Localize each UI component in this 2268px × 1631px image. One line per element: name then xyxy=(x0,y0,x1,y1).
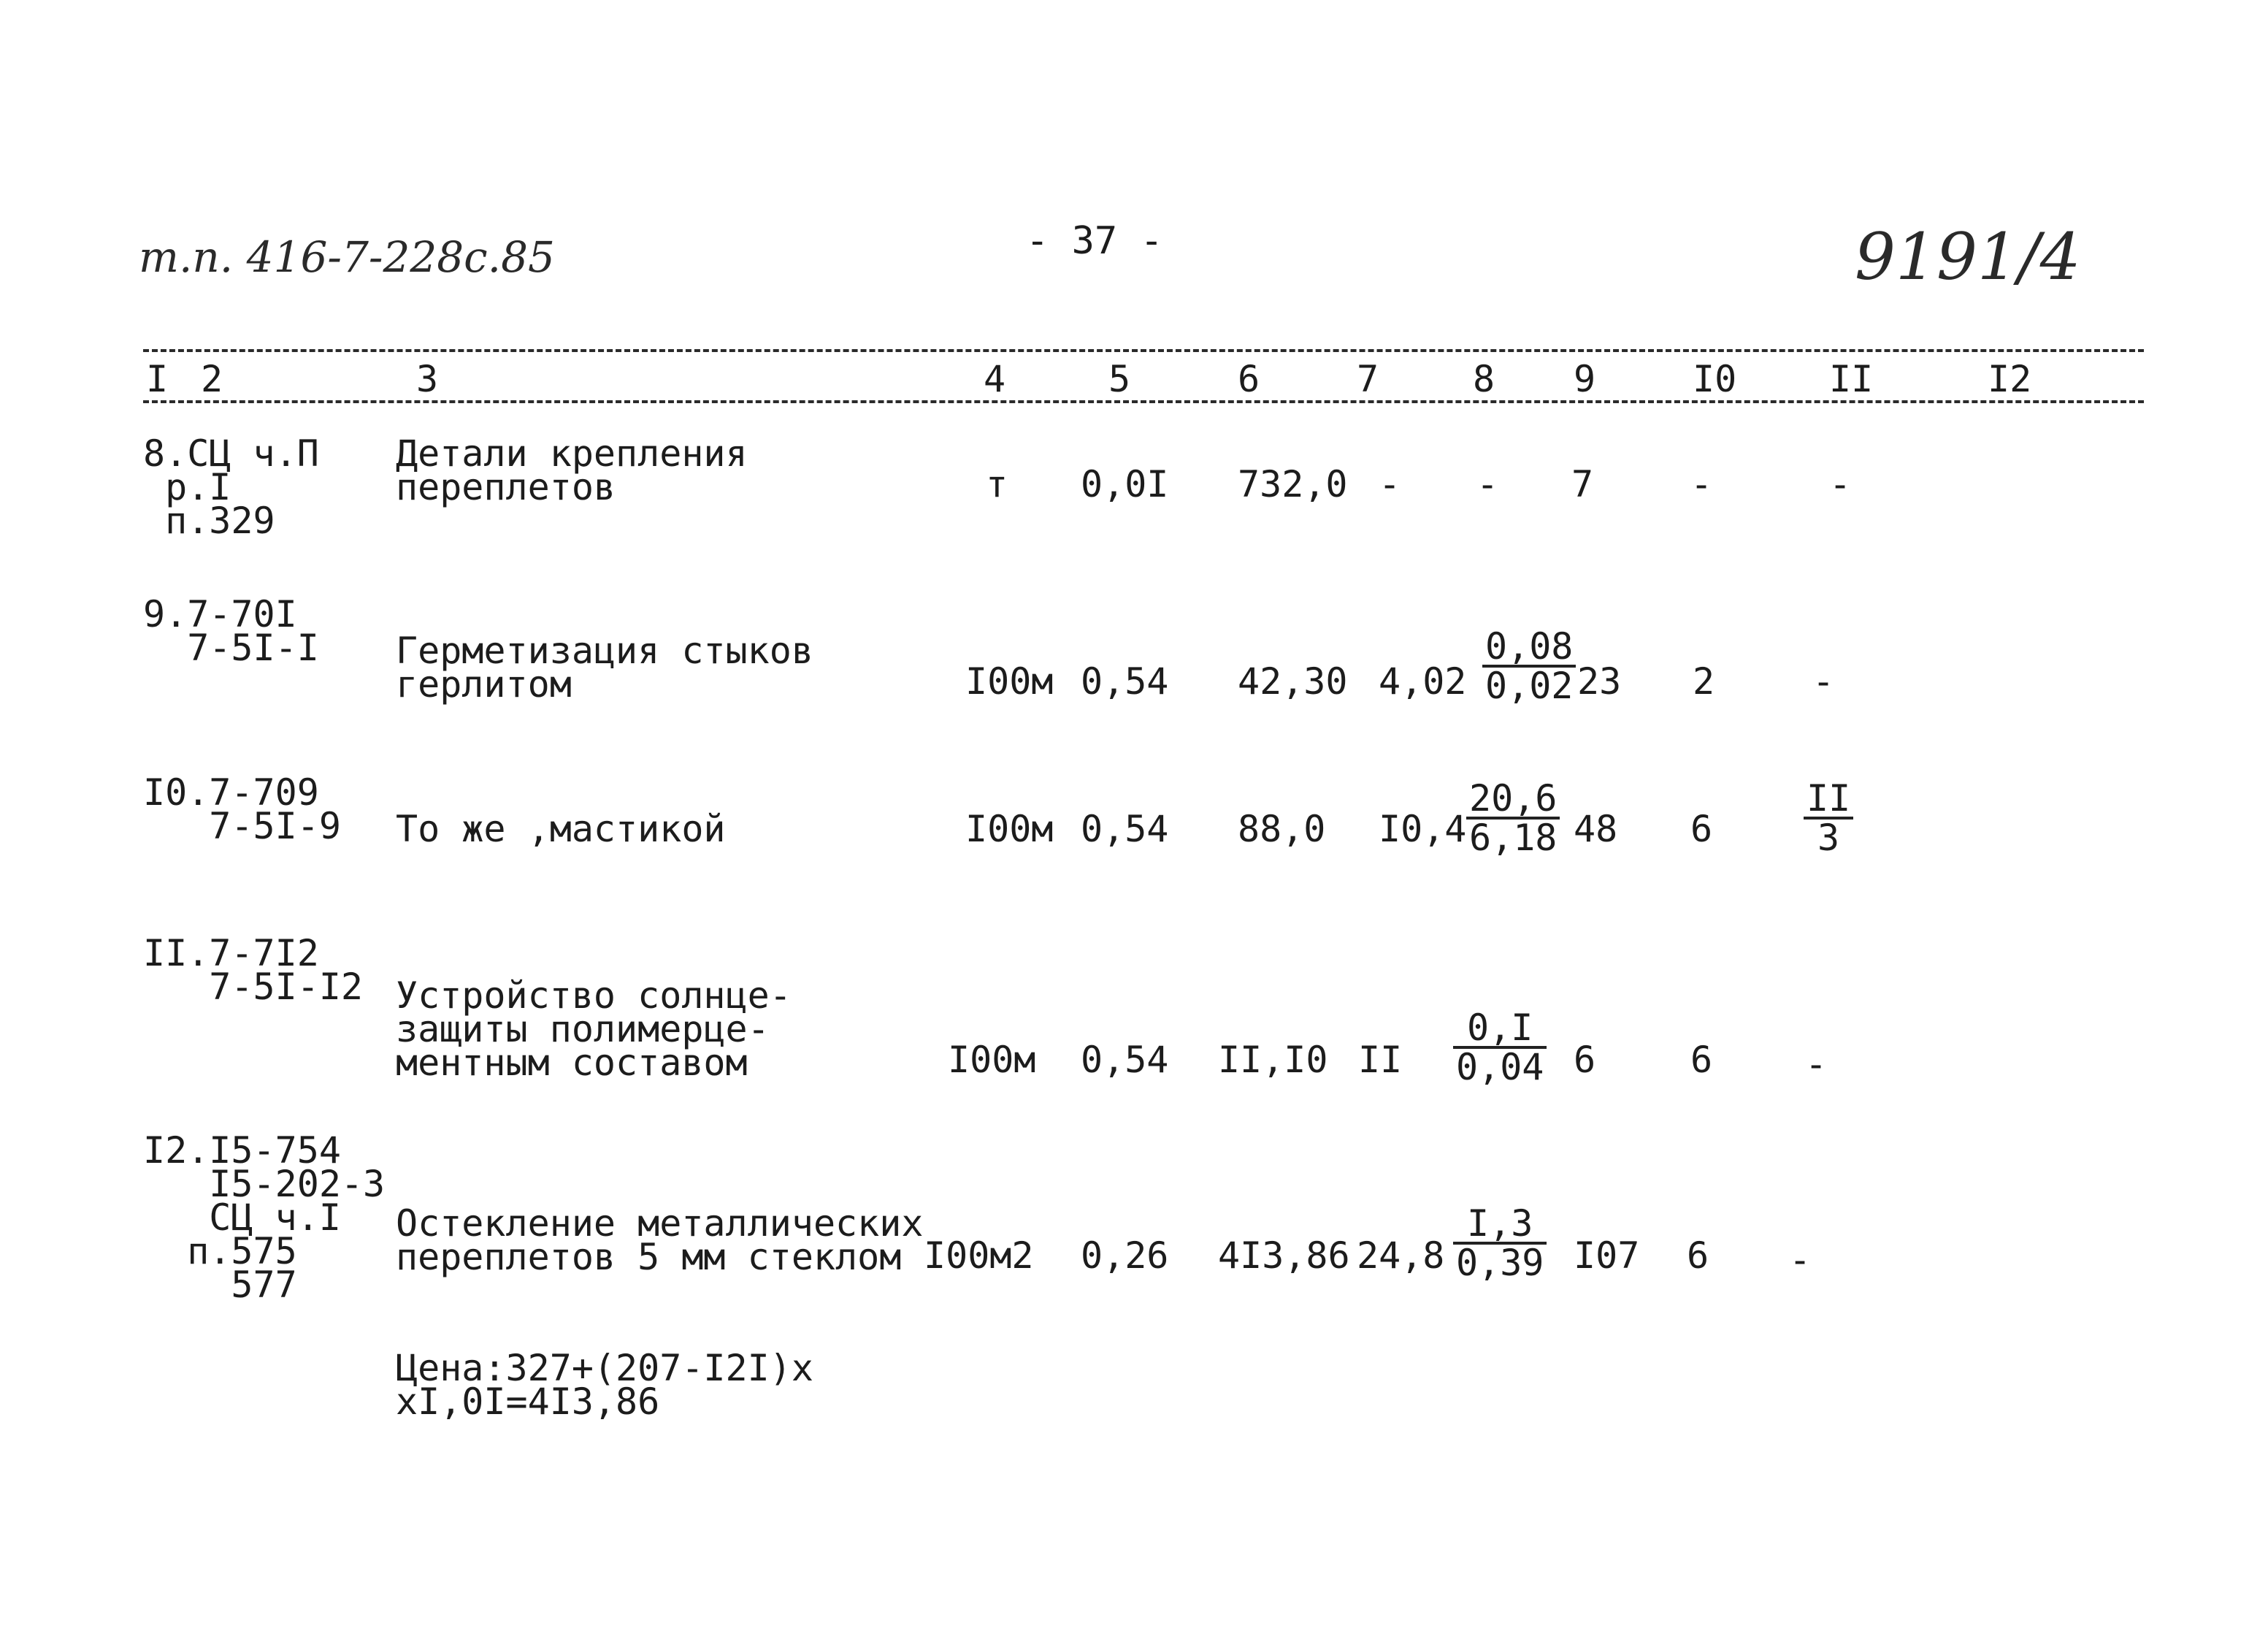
row-col8-fraction xyxy=(1466,777,1560,859)
row-reference: II.7-7I2 7-5I-I2 xyxy=(143,932,364,1008)
row-quantity: 0,26 xyxy=(1081,1234,1169,1277)
row-unit: I00м2 xyxy=(924,1234,1034,1277)
row-col11-fraction xyxy=(1804,777,1853,859)
col-header-9: 9 xyxy=(1574,358,1596,400)
row-reference: 9.7-70I 7-5I-I xyxy=(143,593,319,669)
col-header-6: 6 xyxy=(1238,358,1260,400)
row-quantity: 0,54 xyxy=(1081,1039,1169,1081)
row-col10: 2 xyxy=(1693,660,1715,703)
row-description: Герметизация стыков герлитом xyxy=(396,630,813,706)
row-col9: 6 xyxy=(1574,1039,1596,1081)
document-code: т.п. 416-7-228с.85 xyxy=(139,232,555,282)
row-col9: 23 xyxy=(1577,660,1622,703)
col-header-7: 7 xyxy=(1357,358,1379,400)
row-col9: 7 xyxy=(1571,463,1594,505)
col-header-3: 3 xyxy=(416,358,439,400)
fraction-numerator: II xyxy=(1807,777,1851,820)
fraction-denominator: 0,04 xyxy=(1456,1046,1544,1088)
fraction-denominator: 6,18 xyxy=(1469,817,1558,859)
row-col11: - xyxy=(1805,1043,1828,1085)
col-header-2: 2 xyxy=(201,358,223,400)
fraction-denominator: 0,39 xyxy=(1456,1242,1544,1284)
row-col10: 6 xyxy=(1687,1234,1709,1277)
row-description: Остекление металлических переплетов 5 мм стеклом xyxy=(396,1202,924,1278)
row-price: 732,0 xyxy=(1238,463,1348,505)
row-col7: 4,02 xyxy=(1379,660,1467,703)
row-col9: 48 xyxy=(1574,808,1618,850)
col-header-4: 4 xyxy=(984,358,1006,400)
fraction-numerator: 20,6 xyxy=(1469,777,1558,820)
row-price: 4I3,86 xyxy=(1218,1234,1350,1277)
row-col11: - xyxy=(1789,1239,1812,1281)
row-price: 42,30 xyxy=(1238,660,1348,703)
row-unit: I00м xyxy=(965,660,1054,703)
fraction-numerator: 0,08 xyxy=(1485,625,1574,668)
row-price: 88,0 xyxy=(1238,808,1326,850)
col-header-10: I0 xyxy=(1693,358,1737,400)
row-unit: I00м xyxy=(965,808,1054,850)
row-quantity: 0,54 xyxy=(1081,808,1169,850)
price-note: Цена:327+(207-I2I)x xI,0I=4I3,86 xyxy=(396,1347,813,1423)
row-col11: - xyxy=(1829,463,1852,505)
row-quantity: 0,0I xyxy=(1081,463,1169,505)
row-description: Детали крепления переплетов xyxy=(396,432,748,508)
row-col7: 24,8 xyxy=(1357,1234,1445,1277)
col-header-5: 5 xyxy=(1108,358,1131,400)
row-price: II,I0 xyxy=(1218,1039,1328,1081)
row-reference: I0.7-709 7-5I-9 xyxy=(143,771,341,847)
fraction-denominator: 3 xyxy=(1817,817,1840,859)
col-header-12: I2 xyxy=(1988,358,2032,400)
row-col8: - xyxy=(1476,463,1499,505)
row-unit: I00м xyxy=(948,1039,1036,1081)
fraction-numerator: 0,I xyxy=(1467,1007,1533,1049)
row-reference: I2.I5-754 I5-202-3 СЦ ч.I п.575 577 xyxy=(143,1129,386,1306)
row-col8-fraction xyxy=(1453,1202,1547,1284)
sheet-number: 9191/4 xyxy=(1855,219,2081,294)
row-unit: т xyxy=(986,463,1008,505)
row-col7: - xyxy=(1379,463,1401,505)
row-description: Устройство солнце- защиты полимерце- ментным составом xyxy=(396,974,792,1084)
fraction-denominator: 0,02 xyxy=(1485,665,1574,707)
row-col10: - xyxy=(1690,463,1713,505)
row-col7: I0,4 xyxy=(1379,808,1467,850)
row-reference: 8.СЦ ч.П р.I п.329 xyxy=(143,432,319,542)
row-quantity: 0,54 xyxy=(1081,660,1169,703)
row-col7: II xyxy=(1358,1039,1403,1081)
col-header-1: I xyxy=(146,358,169,400)
row-col10: 6 xyxy=(1690,808,1713,850)
col-header-8: 8 xyxy=(1473,358,1495,400)
col-header-11: II xyxy=(1829,358,1874,400)
fraction-numerator: I,3 xyxy=(1467,1202,1533,1245)
row-col8-fraction xyxy=(1482,625,1576,707)
row-col11: - xyxy=(1812,660,1835,703)
row-col8-fraction xyxy=(1453,1007,1547,1088)
header-bottom-rule xyxy=(143,400,2144,403)
row-col10: 6 xyxy=(1690,1039,1713,1081)
page-number: - 37 - xyxy=(1026,219,1163,263)
header-top-rule xyxy=(143,349,2144,352)
row-description: То же ,мастикой xyxy=(396,808,726,850)
row-col9: I07 xyxy=(1574,1234,1640,1277)
